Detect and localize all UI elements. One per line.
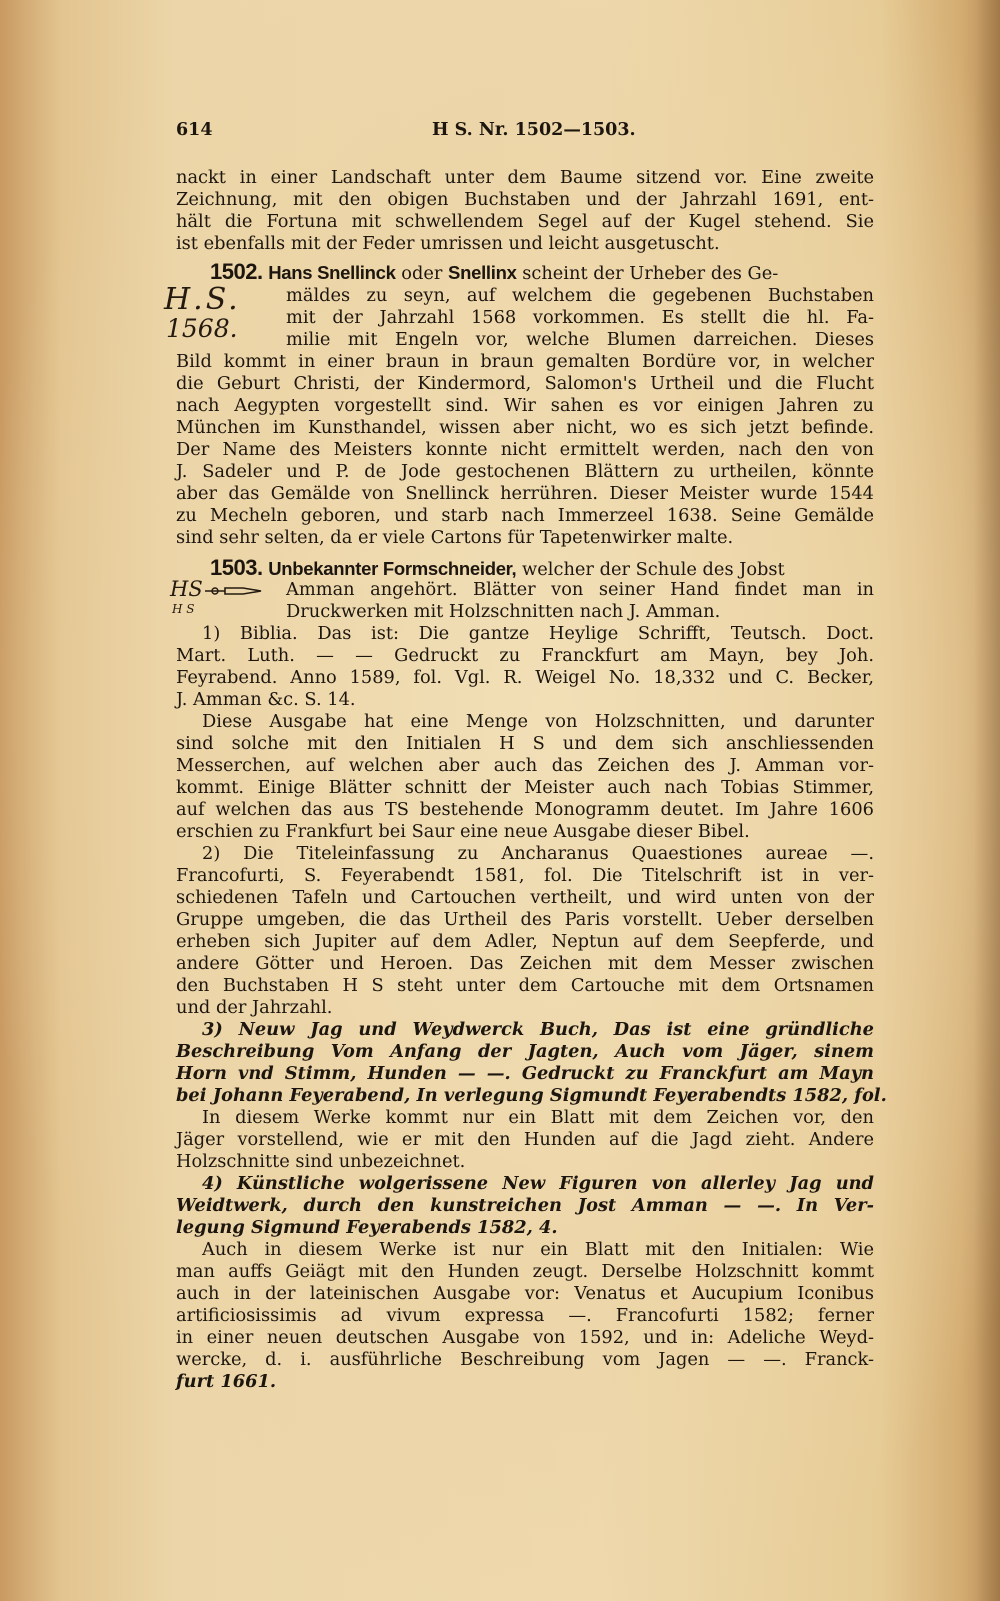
text-line: Zeichnung, mit den obigen Buchstaben und der Jahrzahl 1691, ent- bbox=[176, 189, 874, 210]
monogram-hs-knife bbox=[170, 577, 263, 601]
text-line: Amman angehört. Blätter von seiner Hand findet man in bbox=[286, 579, 874, 600]
text-line: Auch in diesem Werke ist nur ein Blatt mit den Initialen: Wie bbox=[202, 1239, 874, 1260]
monogram-small-letters: H S bbox=[172, 602, 195, 616]
text-line: mit der Jahrzahl 1568 vorkommen. Es stellt die hl. Fa- bbox=[286, 307, 874, 328]
text-line: bei Johann Feyerabend, In verlegung Sigmundt Feyerabendts 1582, fol. bbox=[176, 1085, 887, 1106]
monogram-hs-letters: HS bbox=[170, 577, 203, 601]
text-line: andere Götter und Heroen. Das Zeichen mit dem Messer zwischen bbox=[176, 953, 874, 974]
text-line: Messerchen, auf welchen aber auch das Zeichen des J. Amman vor- bbox=[176, 755, 874, 776]
text-line: Francofurti, S. Feyerabendt 1581, fol. Die Titelschrift ist in ver- bbox=[176, 865, 874, 886]
artist-name: Unbekannter Formschneider, bbox=[268, 558, 517, 579]
text-line: man auffs Geiägt mit den Hunden zeugt. Derselbe Holzschnitt kommt bbox=[176, 1261, 874, 1282]
text-line: erschien zu Frankfurt bei Saur eine neue Ausgabe dieser Bibel. bbox=[176, 821, 750, 842]
text-line: milie mit Engeln vor, welche Blumen darreichen. Dieses bbox=[286, 329, 874, 350]
text-line: legung Sigmund Feyerabends 1582, 4. bbox=[176, 1217, 558, 1238]
text-line: in einer neuen deutschen Ausgabe von 1592, und in: Adeliche Weyd- bbox=[176, 1327, 874, 1348]
monogram-hs-small bbox=[172, 602, 195, 616]
text-line: artificiosissimis ad vivum expressa —. Francofurti 1582; ferner bbox=[176, 1305, 874, 1326]
text-line: Gruppe umgeben, die das Urtheil des Paris vorstellt. Ueber derselben bbox=[176, 909, 874, 930]
text-line: J. Amman &c. S. 14. bbox=[176, 689, 356, 710]
text-line: aber das Gemälde von Snellinck herrühren. Dieser Meister wurde 1544 bbox=[176, 483, 874, 504]
entry-1503-heading bbox=[210, 556, 874, 580]
entry-number: 1502. bbox=[210, 259, 263, 284]
text-line: Mart. Luth. — — Gedruckt zu Franckfurt am Mayn, bey Joh. bbox=[176, 645, 874, 666]
text-line: Druckwerken mit Holzschnitten nach J. Amman. bbox=[286, 601, 721, 622]
text-line: sind solche mit den Initialen H S und dem sich anschliessenden bbox=[176, 733, 874, 754]
monogram-hs-1502: H.S. bbox=[164, 282, 241, 317]
text-line: schiedenen Tafeln und Cartouchen vertheilt, und wird unten von der bbox=[176, 887, 874, 908]
monogram-date-1568: 1568. bbox=[166, 314, 238, 343]
text-line: auf welchen das aus TS bestehende Monogramm deutet. Im Jahre 1606 bbox=[176, 799, 874, 820]
text-line: J. Sadeler und P. de Jode gestochenen Blättern zu urtheilen, könnte bbox=[176, 461, 874, 482]
page-number: 614 bbox=[176, 120, 213, 140]
text-line: Weidtwerk, durch den kunstreichen Jost Amman — —. In Ver- bbox=[176, 1195, 874, 1216]
text-line: wercke, d. i. ausführliche Beschreibung vom Jagen — —. Franck- bbox=[176, 1349, 874, 1370]
knife-icon bbox=[203, 584, 263, 598]
text-line: 1) Biblia. Das ist: Die gantze Heylige Schrifft, Teutsch. Doct. bbox=[202, 623, 874, 644]
text-line: nach Aegypten vorgestellt sind. Wir sahen es vor einigen Jahren zu bbox=[176, 395, 874, 416]
text-line: und der Jahrzahl. bbox=[176, 997, 333, 1018]
text-line: 2) Die Titeleinfassung zu Ancharanus Quaestiones aureae —. bbox=[202, 843, 874, 864]
text-line: In diesem Werke kommt nur ein Blatt mit dem Zeichen vor, den bbox=[202, 1107, 874, 1128]
text-line: ist ebenfalls mit der Feder umrissen und leicht ausgetuscht. bbox=[176, 233, 720, 254]
running-head: H S. Nr. 1502—1503. bbox=[432, 120, 636, 140]
text-line: Der Name des Meisters konnte nicht ermittelt werden, nach den von bbox=[176, 439, 874, 460]
text-line: Jäger vorstellend, wie er mit den Hunden auf die Jagd zieht. Andere bbox=[176, 1129, 874, 1150]
text-line: Bild kommt in einer braun in braun gemalten Bordüre vor, in welcher bbox=[176, 351, 874, 372]
text-line: mäldes zu seyn, auf welchem die gegebenen Buchstaben bbox=[286, 285, 874, 306]
text-line: Horn vnd Stimm, Hunden — —. Gedruckt zu Franckfurt am Mayn bbox=[176, 1063, 874, 1084]
text-line: kommt. Einige Blätter schnitt der Meister auch nach Tobias Stimmer, bbox=[176, 777, 874, 798]
entry-1502-heading bbox=[210, 260, 874, 284]
text-line: nackt in einer Landschaft unter dem Baume sitzend vor. Eine zweite bbox=[176, 167, 874, 188]
text-line: Diese Ausgabe hat eine Menge von Holzschnitten, und darunter bbox=[202, 711, 874, 732]
text-line: auch in der lateinischen Ausgabe vor: Venatus et Aucupium Iconibus bbox=[176, 1283, 874, 1304]
text-line: 4) Künstliche wolgerissene New Figuren von allerley Jag und bbox=[202, 1173, 874, 1194]
text-line: hält die Fortuna mit schwellendem Segel auf der Kugel stehend. Sie bbox=[176, 211, 874, 232]
text-line: den Buchstaben H S steht unter dem Cartouche mit dem Ortsnamen bbox=[176, 975, 874, 996]
text-line: München im Kunsthandel, wissen aber nicht, wo es sich jetzt befinde. bbox=[176, 417, 874, 438]
heading-rest: welcher der Schule des Jobst bbox=[516, 559, 785, 580]
text-line: furt 1661. bbox=[176, 1371, 277, 1392]
text-line: Feyrabend. Anno 1589, fol. Vgl. R. Weigel No. 18,332 und C. Becker, bbox=[176, 667, 874, 688]
text-line: erheben sich Jupiter auf dem Adler, Neptun auf dem Seepferde, und bbox=[176, 931, 874, 952]
text-line: Beschreibung Vom Anfang der Jagten, Auch vom Jäger, sinem bbox=[176, 1041, 874, 1062]
text-line: die Geburt Christi, der Kindermord, Salomon's Urtheil und die Flucht bbox=[176, 373, 874, 394]
artist-name: Hans Snellinck bbox=[268, 262, 396, 283]
connector-text: oder bbox=[395, 263, 449, 284]
text-line: zu Mecheln geboren, und starb nach Immerzeel 1638. Seine Gemälde bbox=[176, 505, 874, 526]
text-line: 3) Neuw Jag und Weydwerck Buch, Das ist eine gründliche bbox=[202, 1019, 874, 1040]
text-line: sind sehr selten, da er viele Cartons für Tapetenwirker malte. bbox=[176, 527, 734, 548]
heading-rest: scheint der Urheber des Ge- bbox=[516, 263, 779, 284]
text-line: Holzschnitte sind unbezeichnet. bbox=[176, 1151, 466, 1172]
artist-name-alt: Snellinx bbox=[448, 262, 517, 283]
entry-number: 1503. bbox=[210, 555, 263, 580]
